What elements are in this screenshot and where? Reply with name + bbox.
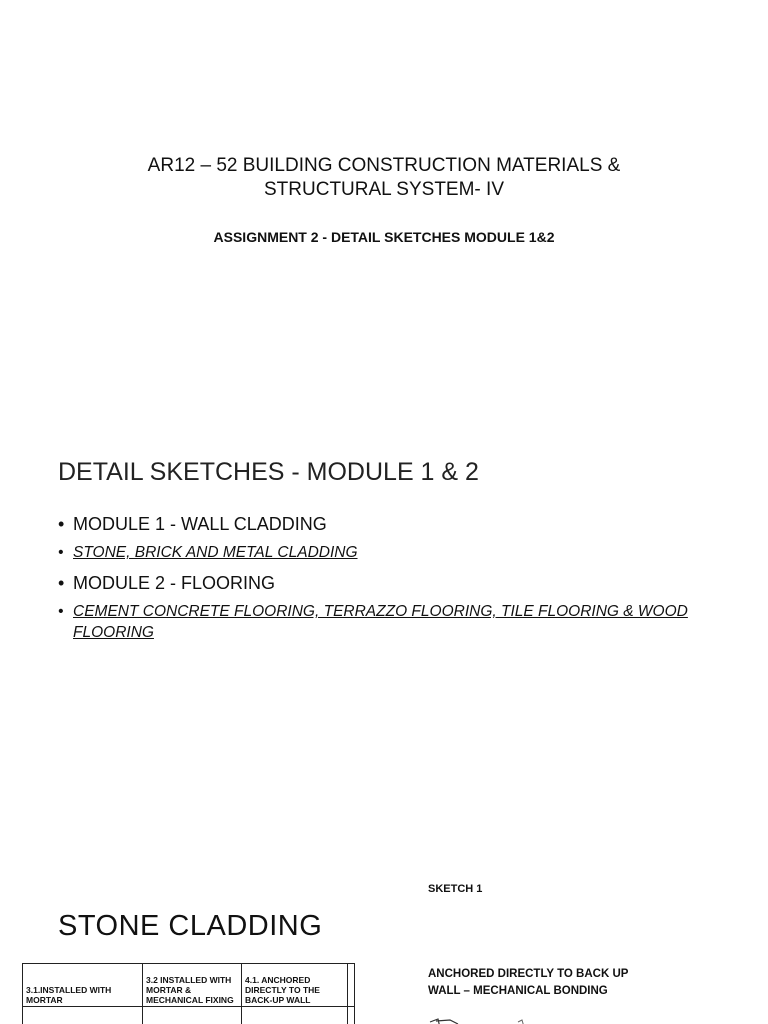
table-cell [242,1007,348,1024]
sketch-fragment [428,1010,548,1024]
cladding-method-table [22,963,355,1024]
anchored-description: ANCHORED DIRECTLY TO BACK UP WALL – MECHANICAL BONDING [428,968,629,997]
bullet-module-1-topics: • STONE, BRICK AND METAL CLADDING [58,542,708,563]
title-slide [0,0,768,420]
table-header-row [23,964,355,1007]
table-header-cell: 4.1. ANCHORED DIRECTLY TO THE BACK-UP WALL [242,964,348,1007]
modules-list [58,512,708,651]
bullet-module-2: • MODULE 2 - FLOORING [58,571,708,595]
assignment-subtitle [0,229,768,245]
table-header-cell-cut [348,964,355,1007]
modules-heading: DETAIL SKETCHES - MODULE 1 & 2 [58,458,479,486]
course-title-line-1: AR12 – 52 BUILDING CONSTRUCTION MATERIALS & [147,155,621,176]
course-title [0,154,768,202]
table-header-cell: 3.1.INSTALLED WITH MORTAR [23,964,143,1007]
sketch-label: SKETCH 1 [428,883,483,895]
table-cell [348,1007,355,1024]
bullet-module-2-topics: • CEMENT CONCRETE FLOORING, TERRAZZO FLOORING, TILE FLOORING & WOOD FLOORING [58,601,708,643]
modules-slide [0,420,768,860]
stone-cladding-heading: STONE CLADDING [58,910,323,942]
assignment-subtitle-text: ASSIGNMENT 2 - DETAIL SKETCHES MODULE 1&2 [213,229,555,245]
table-cell [143,1007,242,1024]
table-row [23,1007,355,1024]
course-title-line-2: STRUCTURAL SYSTEM- IV [264,179,504,200]
bullet-module-1: • MODULE 1 - WALL CLADDING [58,512,708,536]
stone-cladding-slide [0,860,768,1024]
table-cell [23,1007,143,1024]
table-header-cell: 3.2 INSTALLED WITH MORTAR & MECHANICAL FIXING [143,964,242,1007]
